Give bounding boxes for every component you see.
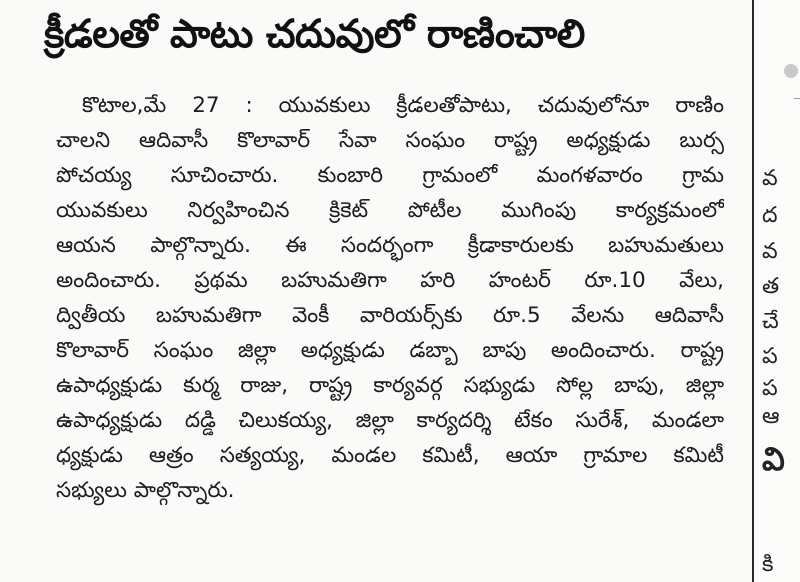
next-article-headline-cutoff bbox=[44, 560, 744, 582]
article-line: ద్వితీయ బహుమతిగా వెంకీ వారియర్స్‌కు రూ.5 వేలను ఆదివాసీ bbox=[56, 303, 724, 328]
article-line: పోచయ్య సూచించారు. కుంబారి గ్రామంలో మంగళవారం గ్రామ bbox=[56, 163, 724, 188]
rule-line bbox=[794, 98, 800, 99]
adjacent-glyph: కి bbox=[762, 552, 774, 577]
article-line: యువకులు నిర్వహించిన క్రికెట్ పోటీల ముగింపు కార్యక్రమంలో bbox=[56, 198, 724, 223]
bullet-dot bbox=[784, 64, 798, 78]
article-line: ఆయన పాల్గొన్నారు. ఈ సందర్భంగా క్రీడాకారులకు బహుమతులు bbox=[56, 233, 724, 258]
article-line: కొలావార్ సంఘం జిల్లా అధ్యక్షుడు డబ్బా బాపు అందించారు. రాష్ట్ర bbox=[56, 338, 724, 363]
adjacent-glyph: చే bbox=[762, 309, 779, 334]
adjacent-headline-glyph: వి bbox=[762, 440, 785, 478]
adjacent-glyph: ప bbox=[762, 344, 778, 369]
article-line: ఉపాధ్యక్షుడు కుర్మ రాజు, రాష్ట్ర కార్యవర్గ సభ్యుడు సోల్ల బాపు, జిల్లా bbox=[56, 373, 724, 398]
article-line: సభ్యులు పాల్గొన్నారు. bbox=[56, 478, 235, 503]
article-line: కొటాల,మే 27 : యువకులు క్రీడలతోపాటు, చదువులోనూ రాణిం bbox=[82, 93, 724, 118]
article-line: చాలని ఆదివాసీ కొలావార్ సేవా సంఘం రాష్ట్ర అధ్యక్షుడు బుర్స bbox=[56, 128, 724, 153]
adjacent-glyph: ప bbox=[762, 376, 778, 401]
previous-article-cutoff bbox=[40, 0, 740, 4]
adjacent-glyph: వ bbox=[762, 166, 778, 191]
article-headline: క్రీడలతో పాటు చదువులో రాణించాలి bbox=[44, 12, 585, 57]
adjacent-column bbox=[754, 0, 800, 582]
adjacent-glyph: వ bbox=[762, 239, 778, 264]
article-line: ఉపాధ్యక్షుడు దడ్డి చిలుకయ్య, జిల్లా కార్యదర్శి టేకం సురేశ్, మండలా bbox=[56, 408, 724, 433]
article-line: అందించారు. ప్రథమ బహుమతిగా హరి హంటర్ రూ.10 వేలు, bbox=[56, 268, 724, 293]
article-body bbox=[56, 88, 724, 508]
adjacent-glyph: త bbox=[762, 274, 780, 299]
adjacent-glyph: ద bbox=[762, 203, 778, 228]
article-line: ధ్యక్షుడు ఆత్రం సత్యయ్య, మండల కమిటీ, ఆయా గ్రామాల కమిటీ bbox=[56, 443, 724, 468]
adjacent-glyph: ఆ bbox=[762, 404, 780, 429]
